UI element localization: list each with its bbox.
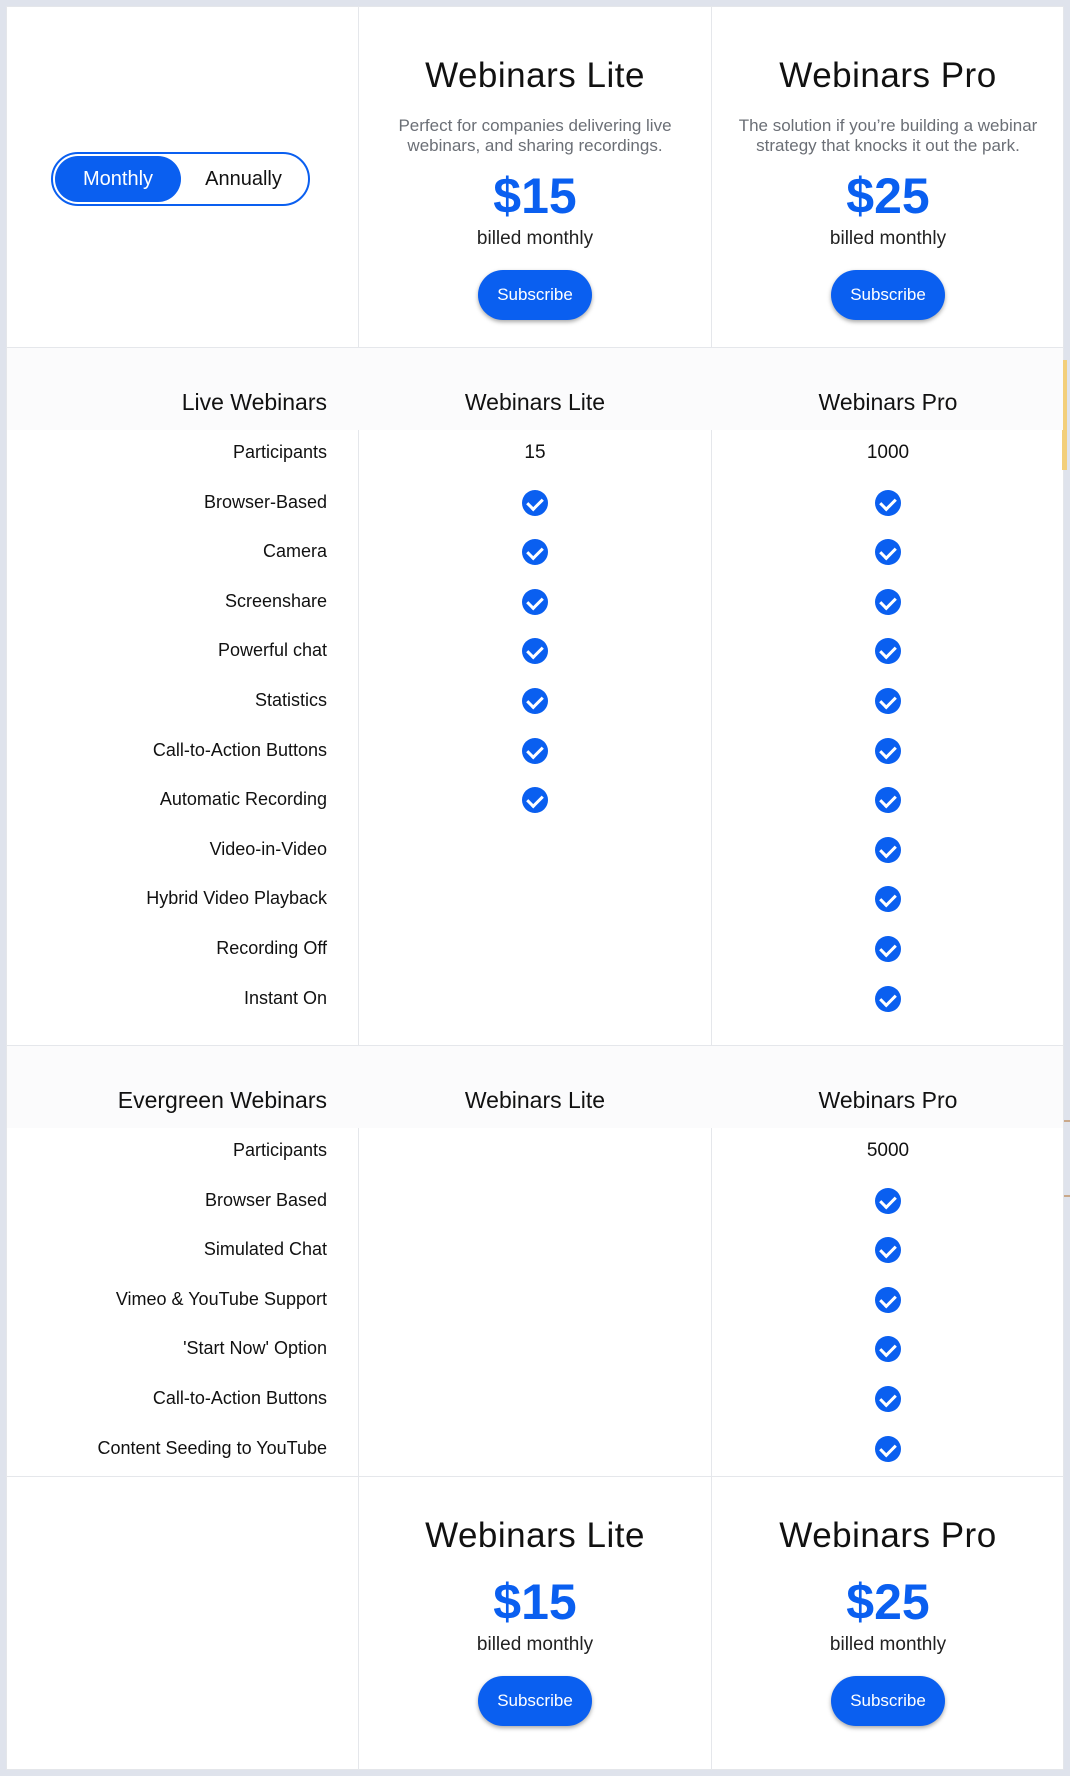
check-circle-icon (875, 986, 901, 1012)
feature-label: Automatic Recording (159, 789, 327, 810)
check-circle-icon (875, 1188, 901, 1214)
section-title: Evergreen Webinars (117, 1087, 327, 1113)
feature-label: Hybrid Video Playback (146, 888, 327, 909)
feature-label: Screenshare (224, 590, 327, 611)
check-circle-icon (875, 837, 901, 863)
check-circle-icon (875, 738, 901, 764)
plan-price: $25 (846, 168, 930, 224)
check-circle-icon (522, 688, 548, 714)
check-circle-icon (875, 589, 901, 615)
page-edge-tick (1064, 1195, 1070, 1197)
plan-price: $15 (493, 168, 577, 224)
feature-label: Simulated Chat (203, 1239, 327, 1260)
check-circle-icon (875, 539, 901, 565)
check-circle-icon (522, 738, 548, 764)
check-circle-icon (875, 688, 901, 714)
feature-label: Statistics (254, 690, 327, 710)
subscribe-lite-button[interactable]: Subscribe (478, 270, 592, 320)
feature-label: Browser-Based (203, 491, 327, 512)
plan-billing-period: billed monthly (476, 1634, 594, 1655)
column-header-lite: Webinars Lite (464, 1087, 606, 1113)
feature-label: Browser Based (204, 1189, 327, 1210)
plan-title: Webinars Pro (779, 56, 997, 95)
check-circle-icon (522, 589, 548, 615)
feature-label: Participants (232, 1140, 327, 1160)
feature-label: Video-in-Video (209, 838, 327, 859)
column-header-pro: Webinars Pro (818, 389, 958, 415)
plan-title: Webinars Pro (779, 1516, 997, 1555)
footer-plan-pro (712, 1516, 1064, 1726)
column-header-lite: Webinars Lite (464, 389, 606, 415)
plan-card-pro (712, 56, 1064, 320)
subscribe-lite-footer-button[interactable]: Subscribe (478, 1676, 592, 1726)
check-circle-icon (522, 787, 548, 813)
feature-label: Vimeo & YouTube Support (115, 1288, 327, 1309)
check-circle-icon (875, 936, 901, 962)
check-circle-icon (875, 1287, 901, 1313)
check-circle-icon (875, 1436, 901, 1462)
plan-card-lite (359, 56, 711, 320)
feature-label: Camera (262, 541, 327, 562)
feature-value: 15 (524, 442, 546, 463)
feature-label: 'Start Now' Option (183, 1338, 327, 1359)
check-circle-icon (875, 1237, 901, 1263)
plan-billing-period: billed monthly (829, 228, 947, 249)
subscribe-pro-button[interactable]: Subscribe (831, 270, 945, 320)
section-title: Live Webinars (181, 389, 327, 415)
feature-label: Instant On (243, 987, 327, 1008)
feature-value: 1000 (866, 442, 910, 463)
plan-description: The solution if you’re building a webinar strategy that knocks it out the park. (738, 116, 1038, 155)
check-circle-icon (875, 787, 901, 813)
page-edge-tick (1064, 1120, 1070, 1122)
feature-label: Content Seeding to YouTube (97, 1437, 327, 1458)
plan-title: Webinars Lite (425, 56, 645, 95)
check-circle-icon (875, 490, 901, 516)
row-divider (6, 1476, 1064, 1477)
feature-value: 5000 (866, 1140, 910, 1161)
feature-label: Powerful chat (217, 640, 327, 661)
feature-label: Call-to-Action Buttons (152, 1388, 327, 1408)
plan-billing-period: billed monthly (829, 1634, 947, 1655)
toggle-monthly[interactable]: Monthly (55, 156, 181, 202)
check-circle-icon (522, 490, 548, 516)
check-circle-icon (875, 1386, 901, 1412)
plan-price: $15 (493, 1574, 577, 1630)
plan-title: Webinars Lite (425, 1516, 645, 1555)
billing-toggle[interactable] (51, 152, 310, 206)
plan-billing-period: billed monthly (476, 228, 594, 249)
plan-description: Perfect for companies delivering live webinars, and sharing recordings. (398, 116, 672, 155)
column-header-pro: Webinars Pro (818, 1087, 958, 1113)
feature-label: Call-to-Action Buttons (152, 739, 327, 760)
feature-label: Participants (232, 442, 327, 462)
toggle-annually[interactable]: Annually (205, 167, 282, 190)
subscribe-pro-footer-button[interactable]: Subscribe (831, 1676, 945, 1726)
plan-price: $25 (846, 1574, 930, 1630)
feature-label: Recording Off (216, 938, 327, 958)
check-circle-icon (522, 539, 548, 565)
footer-plan-lite (359, 1516, 711, 1726)
